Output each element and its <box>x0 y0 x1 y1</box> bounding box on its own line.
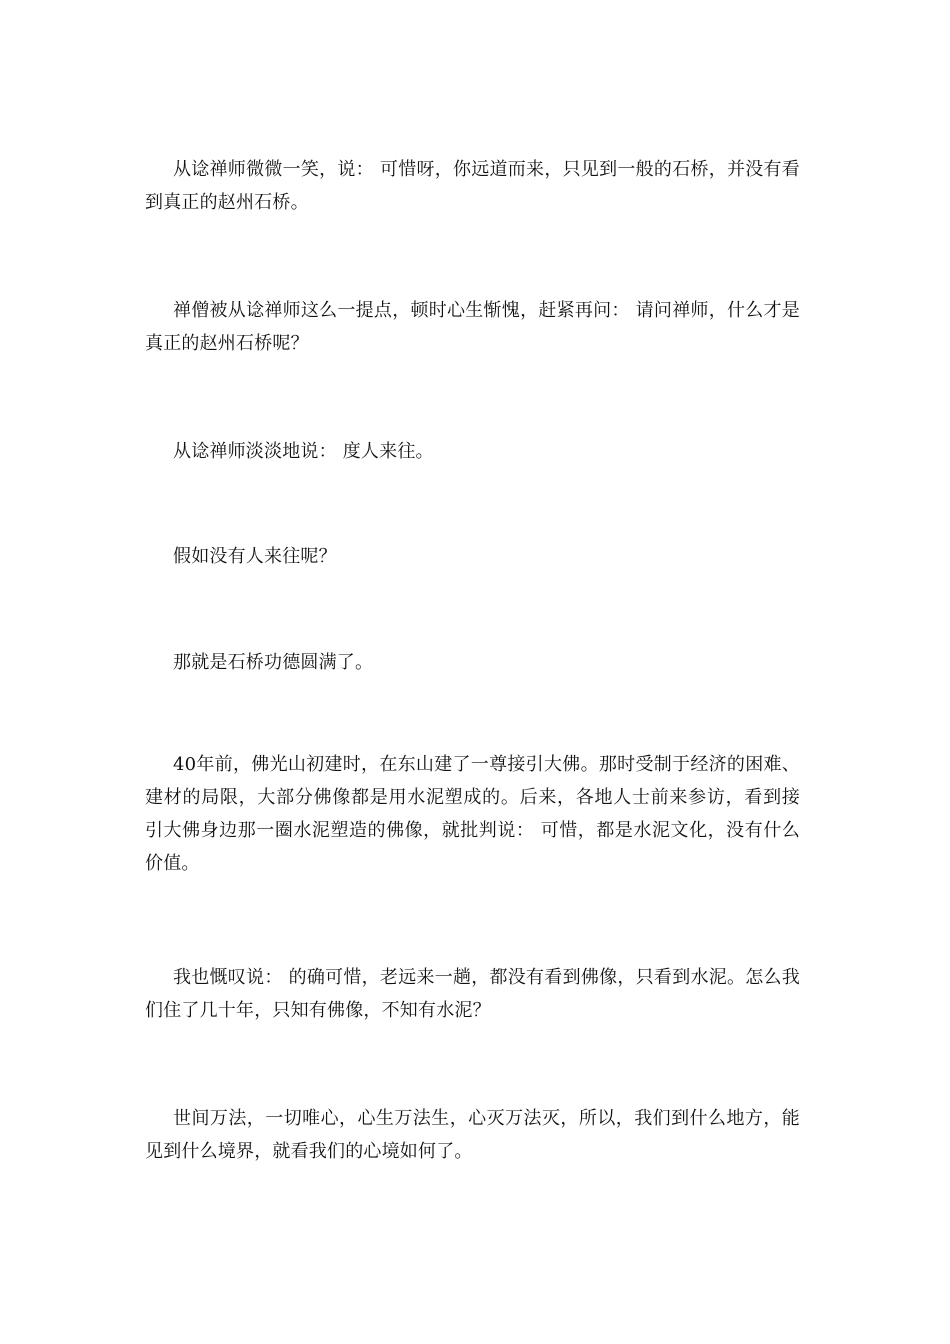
paragraph-2: 禅僧被从谂禅师这么一提点，顿时心生惭愧，赶紧再问： 请问禅师，什么才是真正的赵州石桥呢？ <box>145 300 800 354</box>
paragraph-6: 40年前，佛光山初建时，在东山建了一尊接引大佛。那时受制于经济的困难、建材的局限，大部分佛像都是用水泥塑成的。后来，各地人士前来参访，看到接引大佛身边那一圈水泥塑造的佛像，就批判说： 可惜，都是水泥文化，没有什么价值。 <box>145 754 800 874</box>
paragraph-8: 世间万法，一切唯心，心生万法生，心灭万法灭，所以，我们到什么地方，能见到什么境界，就看我们的心境如何了。 <box>145 1108 800 1162</box>
paragraph-1: 从谂禅师微微一笑，说： 可惜呀，你远道而来，只见到一般的石桥，并没有看到真正的赵州石桥。 <box>145 159 800 213</box>
paragraph-4: 假如没有人来往呢？ <box>173 546 337 567</box>
paragraph-7: 我也慨叹说： 的确可惜，老远来一趟，都没有看到佛像，只看到水泥。怎么我们住了几十年，只知有佛像，不知有水泥？ <box>145 967 800 1021</box>
paragraph-5: 那就是石桥功德圆满了。 <box>173 652 374 673</box>
paragraph-3: 从谂禅师淡淡地说： 度人来往。 <box>173 441 434 462</box>
